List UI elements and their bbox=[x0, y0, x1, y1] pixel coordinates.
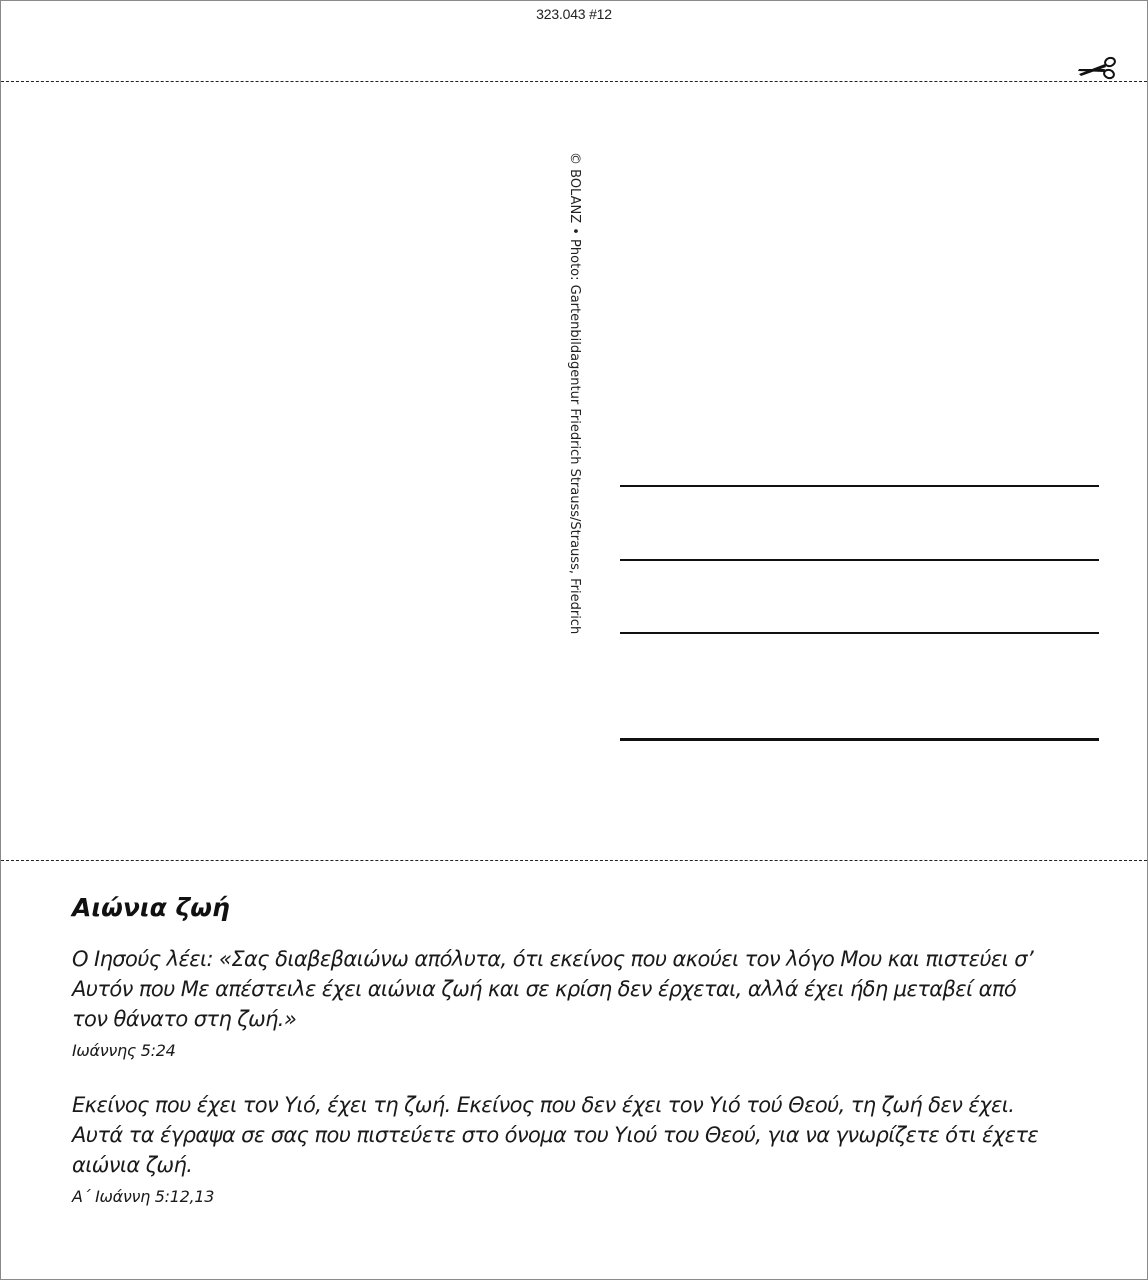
product-code: 323.043 #12 bbox=[536, 6, 612, 22]
verse-line: αιώνια ζωή. bbox=[72, 1153, 193, 1177]
address-line bbox=[620, 559, 1099, 561]
verse-line: τον θάνατο στη ζωή.» bbox=[72, 1007, 297, 1031]
address-line bbox=[620, 485, 1099, 487]
address-line bbox=[620, 632, 1099, 634]
verse-line: Αυτά τα έγραψα σε σας που πιστεύετε στο όνομα του Υιού του Θεού, για να γνωρίζετε ότι έχετε bbox=[72, 1123, 1039, 1147]
verse-quote bbox=[72, 944, 1082, 1062]
photo-credit: © BOLANZ • Photo: Gartenbildagentur Friedrich Strauss/Strauss, Friedrich bbox=[567, 152, 582, 635]
card-title: Αιώνια ζωή bbox=[72, 893, 230, 922]
scissors-icon bbox=[1075, 52, 1119, 84]
cut-line-bottom bbox=[1, 860, 1147, 861]
verse-line: Εκείνος που έχει τον Υιό, έχει τη ζωή. Εκείνος που δεν έχει τον Υιό τού Θεού, τη ζωή δεν έχει. bbox=[72, 1093, 1015, 1117]
verse-line: Αυτόν που Με απέστειλε έχει αιώνια ζωή και σε κρίση δεν έρχεται, αλλά έχει ήδη μεταβεί από bbox=[72, 977, 1017, 1001]
verse-line: Ο Ιησούς λέει: «Σας διαβεβαιώνω απόλυτα, ότι εκείνος που ακούει τον λόγο Μου και πιστεύει σ’ bbox=[72, 947, 1034, 971]
card-text bbox=[72, 893, 1082, 1208]
verse-reference: Α΄ Ιωάννη 5:12,13 bbox=[72, 1187, 215, 1206]
verse-quote bbox=[72, 1090, 1082, 1208]
address-line-bold bbox=[620, 738, 1099, 741]
verse-reference: Ιωάννης 5:24 bbox=[72, 1041, 176, 1060]
cut-line-top bbox=[1, 81, 1147, 82]
